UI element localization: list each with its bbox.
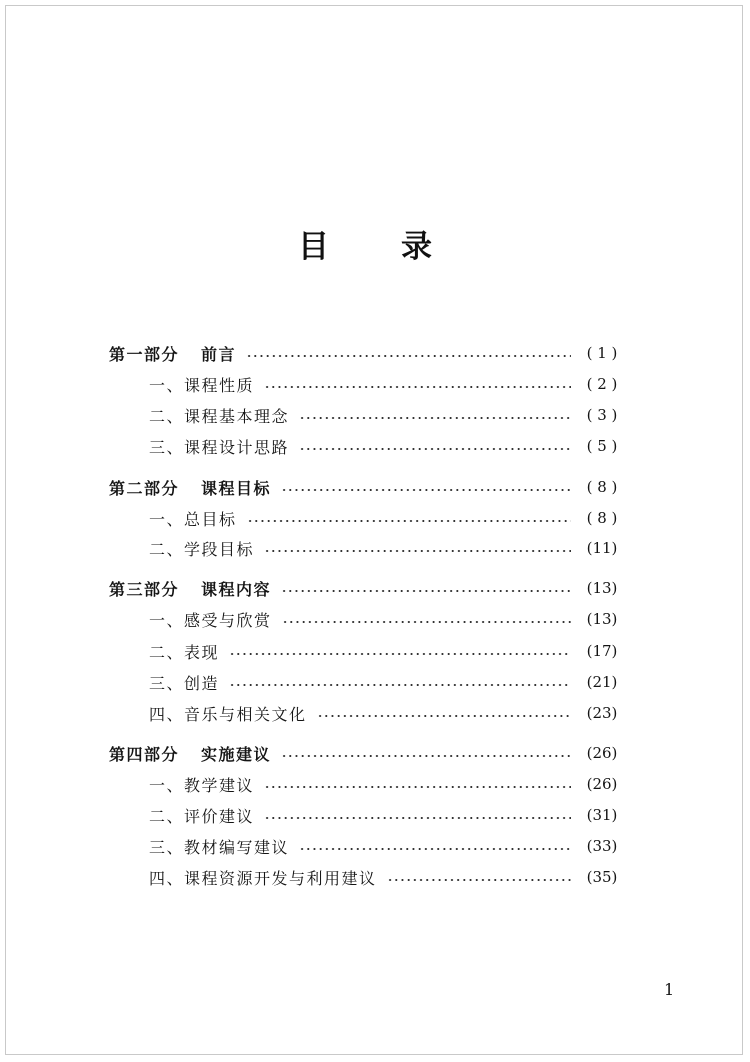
dot-leader <box>281 489 571 491</box>
toc-part-number: 第四部分 <box>109 744 180 764</box>
toc-item[interactable] <box>109 669 625 695</box>
toc-item-label: 二、学段目标 <box>149 539 255 559</box>
toc-page-ref: (35) <box>586 868 618 886</box>
dot-leader <box>282 621 571 623</box>
toc-page-ref: ( 5 ) <box>586 437 618 455</box>
dot-leader <box>299 448 571 450</box>
dot-leader <box>246 355 571 357</box>
toc-item-label: 一、总目标 <box>149 509 237 529</box>
toc-page-ref: (26) <box>586 744 618 762</box>
toc-item-label: 二、表现 <box>149 642 220 662</box>
toc-page-ref: (33) <box>586 837 618 855</box>
toc-part-number: 第三部分 <box>109 579 180 599</box>
dot-leader <box>247 520 571 522</box>
toc-item[interactable] <box>109 638 625 664</box>
toc-part-title: 课程内容 <box>201 579 272 599</box>
dot-leader <box>281 755 571 757</box>
toc-item-label: 四、音乐与相关文化 <box>149 704 307 724</box>
toc-part-title: 课程目标 <box>201 478 272 498</box>
toc-item[interactable] <box>109 606 625 632</box>
dot-leader <box>264 386 571 388</box>
toc-page-ref: (17) <box>586 642 618 660</box>
toc-part-3[interactable] <box>109 575 625 601</box>
toc-item-label: 一、教学建议 <box>149 775 255 795</box>
toc-part-4[interactable] <box>109 740 625 766</box>
toc-page-ref: (13) <box>586 610 618 628</box>
dot-leader <box>387 879 571 881</box>
toc-item-label: 三、教材编写建议 <box>149 837 290 857</box>
toc-part-title: 前言 <box>201 344 237 364</box>
dot-leader <box>299 417 571 419</box>
dot-leader <box>229 653 571 655</box>
table-of-contents <box>109 0 625 1062</box>
dot-leader <box>299 848 571 850</box>
toc-page-ref: ( 3 ) <box>586 406 618 424</box>
toc-item[interactable] <box>109 402 625 428</box>
toc-item-label: 一、课程性质 <box>149 375 255 395</box>
toc-item-label: 三、课程设计思路 <box>149 437 290 457</box>
toc-item[interactable] <box>109 433 625 459</box>
dot-leader <box>317 715 571 717</box>
toc-page-ref: ( 1 ) <box>586 344 618 362</box>
toc-item-label: 二、评价建议 <box>149 806 255 826</box>
toc-page-ref: ( 8 ) <box>586 509 618 527</box>
toc-page-ref: (13) <box>586 579 618 597</box>
toc-page-ref: (31) <box>586 806 618 824</box>
toc-item[interactable] <box>109 802 625 828</box>
dot-leader <box>264 786 571 788</box>
toc-part-1[interactable] <box>109 340 625 366</box>
toc-page-ref: (23) <box>586 704 618 722</box>
toc-item[interactable] <box>109 771 625 797</box>
toc-item-label: 三、创造 <box>149 673 220 693</box>
toc-item-label: 二、课程基本理念 <box>149 406 290 426</box>
toc-part-title: 实施建议 <box>201 744 272 764</box>
dot-leader <box>281 590 571 592</box>
toc-page-ref: (21) <box>586 673 618 691</box>
toc-page-ref: (26) <box>586 775 618 793</box>
toc-page-ref: ( 8 ) <box>586 478 618 496</box>
dot-leader <box>229 684 571 686</box>
toc-item[interactable] <box>109 700 625 726</box>
toc-item[interactable] <box>109 505 625 531</box>
toc-part-number: 第二部分 <box>109 478 180 498</box>
dot-leader <box>264 817 571 819</box>
page-number: 1 <box>664 980 675 999</box>
toc-part-number: 第一部分 <box>109 344 180 364</box>
dot-leader <box>264 550 571 552</box>
toc-page-ref: ( 2 ) <box>586 375 618 393</box>
toc-item[interactable] <box>109 833 625 859</box>
toc-page-ref: (11) <box>586 539 618 557</box>
toc-item[interactable] <box>109 864 625 890</box>
toc-item-label: 一、感受与欣赏 <box>149 610 272 630</box>
toc-part-2[interactable] <box>109 474 625 500</box>
page-title-char-1: 目 <box>298 229 329 265</box>
toc-item-label: 四、课程资源开发与利用建议 <box>149 868 377 888</box>
toc-item[interactable] <box>109 535 625 561</box>
toc-item[interactable] <box>109 371 625 397</box>
page-title-char-2: 录 <box>401 229 432 265</box>
